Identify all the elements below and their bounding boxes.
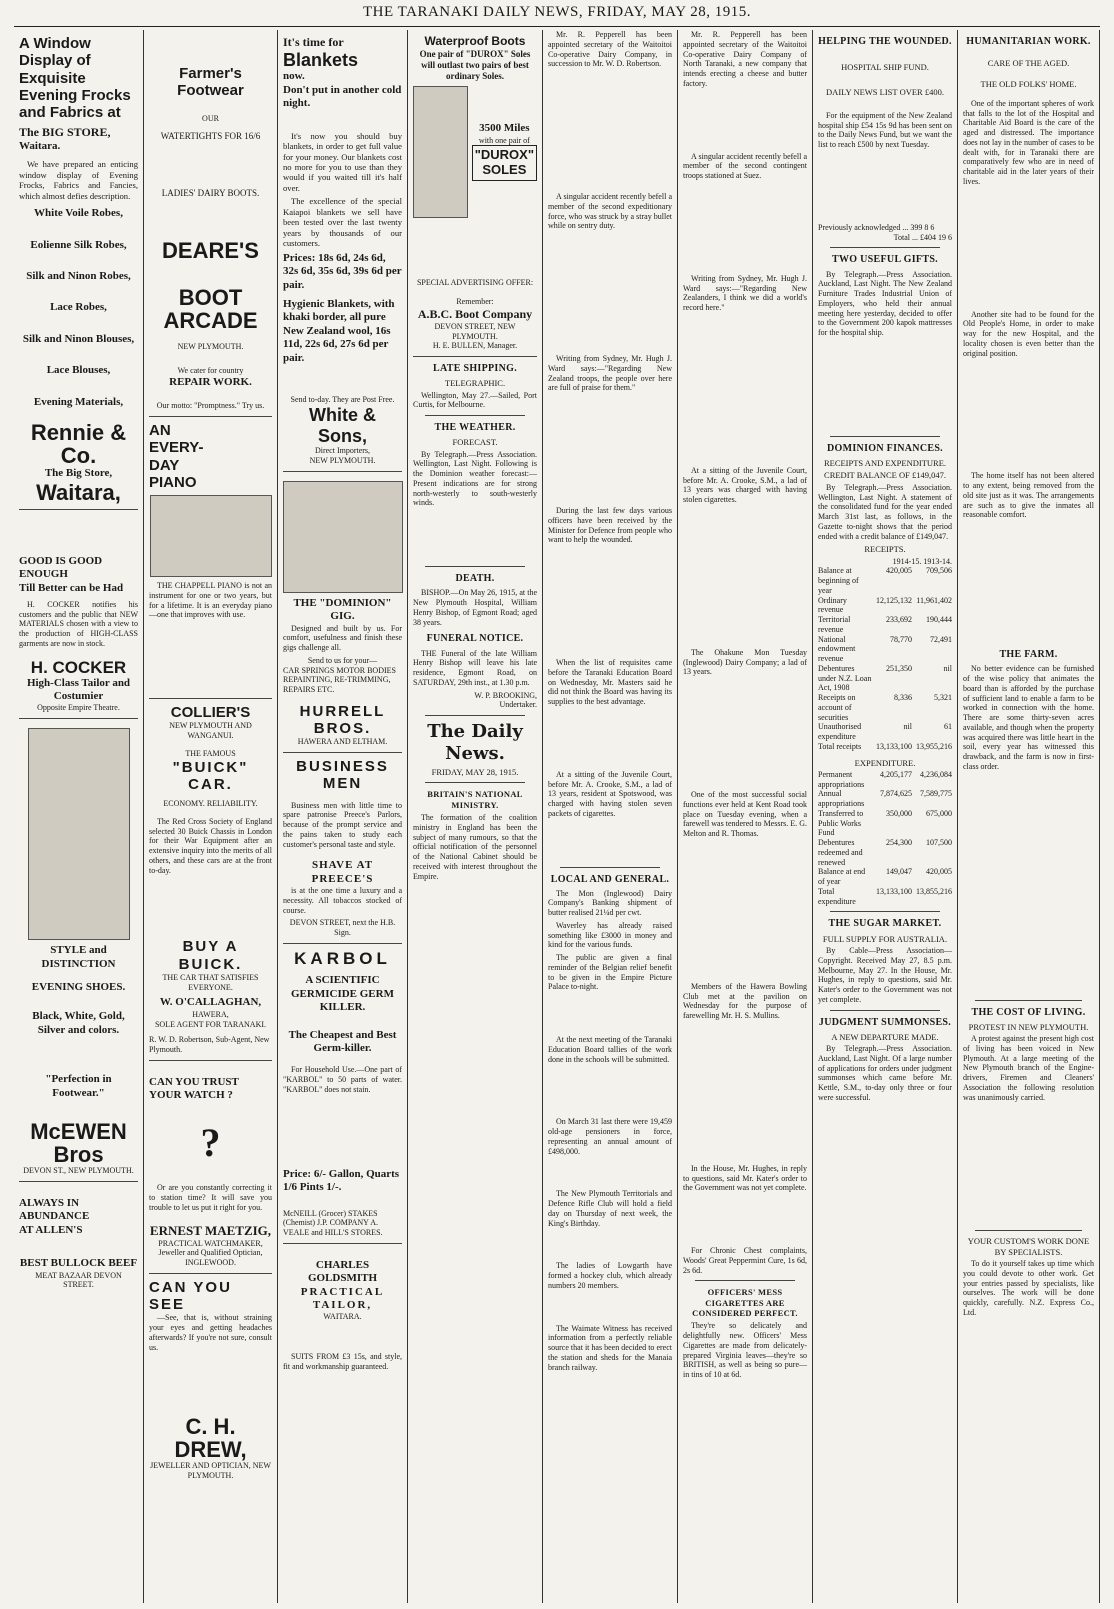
finances-body: By Telegraph.—Press Association. Wellington, Last Night. A statement of the consolidated fund for the year ended March 31st last, as follows, in the Gazette to-night shows that the period ended with a credit balance of £149,047. [818,482,952,541]
rennie-sub: The Big Store, [44,467,113,480]
receipts-row [818,615,952,635]
local-1: The Mon (Inglewood) Dairy Company's Banking shipment of butter realised 21¼d per cwt. [548,888,672,918]
item-3: Lace Robes, [50,301,107,314]
time-for: It's time for [283,35,344,49]
masthead: THE TARANAKI DAILY NEWS, FRIDAY, MAY 28, 1915. [14,4,1100,27]
farm-body: No better evidence can be furnished of the wise policy that animates the board than is afforded by the purchase of sufficient land to enable a farm to be worked in connection with the home. There are some thirty-seven acres available, and though when the property was acquired there was little heart in the soil, every year has witnessed this drawback, and the farm is now in first-class order. [963,664,1094,771]
row-label: Unauthorised expenditure [818,722,862,742]
telegraphic: TELEGRAPHIC. [444,378,506,389]
deare-cater: We cater for country [177,366,244,376]
row-value-2: 420,005 [926,867,952,877]
watchmakers: PRACTICAL WATCHMAKER, Jeweller and Qualified Optician, [158,1238,263,1258]
row-label: Balance at beginning of year [818,566,859,595]
watch-body: Or are you constantly correcting it to station time? It will save you trouble to let us put it right for you. [149,1183,272,1212]
column-4 [408,30,543,1603]
local-general-heading: LOCAL AND GENERAL. [550,873,670,885]
hurrell-bros: HURRELL BROS. [299,702,386,738]
cocker-name: H. COCKER [30,657,127,677]
receipts-heading: RECEIPTS AND EXPENDITURE. [823,458,947,469]
post-free: Send to-day. They are Post Free. [290,395,395,405]
item-0-desc [19,221,138,239]
dont-put: Don't put in another cold night. [283,83,402,110]
item-3-desc [19,315,138,333]
direct-importers: Direct Importers, [314,446,371,456]
row-value-2: 190,444 [926,615,952,625]
row-label: Transferred to Public Works Fund [818,808,864,838]
divider [830,436,940,437]
gig-ad [283,472,402,753]
hawera: HAWERA, [192,1009,229,1019]
mcewen-ad [19,719,138,1182]
shoes-colors: Black, White, Gold, Silver and colors. [32,1010,125,1036]
abc-mgr: H. E. BULLEN, Manager. [432,341,518,351]
row-value-1: 420,005 [886,566,912,576]
late-shipping-heading: LATE SHIPPING. [432,363,518,375]
hum-body-1: One of the important spheres of work that falls to the lot of the Hospital and Charitable Aid Board is the care of the aged and distressed. The importance does not lay in the number of cases to be dealt with, for in Taranaki there are comparatively few who are in need of charitable aid in the later years of their lives. [963,98,1094,186]
shave-preece: SHAVE AT PREECE'S [311,859,374,885]
karbol-agents: McNEILL (Grocer) STAKES (Chemist) J.P. COMPANY A. VEALE and HILL'S STORES. [283,1208,383,1237]
durox-logo: "DUROX" SOLES [472,145,537,181]
cost-body: A protest against the present high cost of living has been voiced in New Plymouth. At a large meeting of the New Plymouth branch of the Engine-drivers, Firemen and Cleaners' Association the following resolution was unanimously carried. [963,1034,1094,1102]
item-2: Silk and Ninon Robes, [26,270,131,283]
divider [830,911,940,912]
customs-body: To do it yourself takes up time which you could devote to other work. Get your entries passed by specialists, like ourselves. The work will be done quickly, carefully. N.Z. Express Co., Ltd. [963,1259,1094,1317]
deare-motto: Our motto: "Promptness." Try us. [156,401,265,411]
mcewen-addr: DEVON ST., NEW PLYMOUTH. [23,1166,134,1176]
c6-body-2: A singular accident recently befell a member of the second contingent troops stationed at Suez. [683,151,807,180]
gig-body: Designed and built by us. For comfort, usefulness and finish these gigs challenge all. [283,623,402,653]
drew-sub: JEWELLER AND OPTICIAN, NEW PLYMOUTH. [150,1461,271,1481]
white-sons: White & Sons, [309,404,376,446]
item-4: Silk and Ninon Blouses, [22,332,135,345]
famous-label: THE FAMOUS [185,748,236,758]
send-for: Send to us for your— [307,655,378,665]
c6-body-9: For Chronic Chest complaints, Woods' Great Peppermint Cure, 1s 6d, 2s 6d. [683,1246,807,1275]
sugar-heading: THE SUGAR MARKET. [828,918,942,930]
customs-heading: YOUR CUSTOM'S WORK DONE BY SPECIALISTS. [967,1236,1090,1257]
officers-body: They're so delicately and delightfully new. Officers' Mess Cigarettes are made from delicately-prepared Virginia leaves—they're so BRITISH, as well as being so pure—in tins of 10 at 6d. [683,1321,807,1380]
watch-ad [149,1061,272,1274]
piano-illustration [150,495,272,577]
receipts-row [818,742,952,752]
ladies-boots: LADIES' DAIRY BOOTS. [161,188,260,199]
blankets-body: It's now you should buy blankets, in order to get full value for your money. Our blankets cost no more for you to use than they would if you waited till it's half over. [283,130,402,193]
big-store-body: We have prepared an enticing window display of Evening Frocks, Fabrics and Fancies, which almost defies description. [19,159,138,201]
piano-body: THE CHAPPELL PIANO is not an instrument for one or two years, but for a lifetime. It is an everyday piano—one that improves with use. [149,581,272,620]
colliers-name: COLLIER'S [170,704,251,722]
old-folks: THE OLD FOLKS' HOME. [980,78,1077,89]
divider [830,247,940,248]
divider [560,867,660,868]
inglewood: INGLEWOOD. [185,1258,236,1267]
row-label: Total receipts [818,741,862,751]
goldsmith-waitara: WAITARA. [323,1312,362,1322]
row-value-1: 254,300 [886,838,912,848]
row-value-2: 4,236,084 [920,769,952,779]
allens-text: ALWAYS IN ABUNDANCE AT ALLEN'S [19,1196,90,1236]
goldsmith-ad [283,1244,402,1380]
body-2: A singular accident recently befell a member of the second expeditionary force, who was struck by a stray bullet while on sentry duty. [548,192,672,231]
karbol-ad [283,944,402,1244]
row-value-2: 107,500 [926,838,952,848]
ministry-body: The formation of the coalition ministry in England has been the subject of many rumours, so that the official notification of the personnel of the National Cabinet should be received with interest throughout the Empire. [413,813,537,881]
big-store-title: A Window Display of Exquisite Evening Frocks and Fabrics at [19,35,131,121]
row-value-1: 8,336 [894,693,912,703]
divider [975,1230,1082,1231]
miles: 3500 Miles [479,122,530,135]
style-heading: STYLE and DISTINCTION [41,944,116,970]
now-label: now. [283,70,305,83]
cocker-ad [19,510,138,719]
karbol-title: KARBOL [294,948,391,968]
gig-illustration [283,481,403,593]
row-value-2: 5,321 [934,693,952,703]
durox-body: One pair of "DUROX" Soles will outlast two pairs of best ordinary Soles. [419,48,531,81]
column-8 [958,30,1100,1603]
big-store-ad [19,30,138,510]
c6-body-1: Mr. R. Pepperell has been appointed secretary of the Waitoitoi Co-operative Dairy Company of North Taranaki, a new company that intends erecting a cheese and butter factory. [683,30,807,88]
blankets-ad [283,30,402,472]
weather-body: By Telegraph.—Press Association. Wellington, Last Night. Following is the Dominion weather forecast:— Present indications are for strong north-westerly to south-westerly winds. [413,449,537,508]
hospital-ship: HOSPITAL SHIP FUND. [841,62,929,73]
suits-body: SUITS FROM £3 15s, and style, fit and workmanship guaranteed. [283,1352,402,1371]
column-2 [144,30,278,1603]
previously: Previously acknowledged ... 399 8 6 [818,222,935,232]
boot-arcade: BOOT ARCADE [163,285,258,334]
waterproof-title: Waterproof Boots [424,34,526,48]
daily-news-list: DAILY NEWS LIST OVER £400. [826,86,944,97]
perfection: "Perfection in Footwear." [45,1073,112,1099]
column-3 [278,30,408,1603]
item-4-desc [19,346,138,364]
abc-name: A.B.C. Boot Company [417,307,533,322]
item-0: White Voile Robes, [34,207,123,220]
local-3: The public are given a final reminder of the Belgian relief benefit to be given in the Empire Picture Palace to-night. [548,953,672,992]
body-5: When the list of requisites came before the Taranaki Education Board on Wednesday, Mr. Masters said he did not think the Board was having its supplies to the best advantage. [548,658,672,706]
karbol-body: For Household Use.—One part of "KARBOL" to 50 parts of water. "KARBOL" does not stain. [283,1065,402,1094]
deare-name: DEARE'S [162,238,259,264]
good-is-good: GOOD IS GOOD ENOUGH [19,554,103,581]
cocker-body: H. COCKER notifies his customers and the public that NEW MATERIALS chosen with a view to the production of HIGH-CLASS garments are now in stock. [19,599,138,648]
body-4: During the last few days various officers have been received by the Minister for Defence from people who want to help the wounded. [548,506,672,545]
sugar-sub: FULL SUPPLY FOR AUSTRALIA. [822,933,948,944]
ministry-heading: BRITAIN'S NATIONAL MINISTRY. [427,789,523,810]
years-header: 1914-15. 1913-14. [892,556,952,566]
miles-sub: with one pair of [478,135,530,145]
hum-body-3: The home itself has not been altered to any extent, being removed from the old site just as it was. The arrangements are such as to give the inmates all reasonable comfort. [963,471,1094,520]
protest: PROTEST IN NEW PLYMOUTH. [968,1021,1089,1032]
divider [695,1280,795,1281]
cocker-addr: Opposite Empire Theatre. [37,703,120,713]
man-illustration [413,86,468,218]
preece-ad [283,753,402,944]
local-2: Waverley has already raised something like £3000 in money and kind for the various funds. [548,920,672,950]
item-1: Eolienne Silk Robes, [30,238,127,251]
allens-ad [19,1182,138,1295]
receipts-row [818,722,952,742]
couple-illustration [28,728,130,940]
row-value-1: 149,047 [886,867,912,877]
shave-body: is at the one time a luxury and a necessity. All tobaccos stocked of course. [283,886,402,915]
satisfies: THE CAR THAT SATISFIES EVERYONE. [162,972,259,992]
row-value-2: 675,000 [926,808,952,818]
row-value-1: 4,205,177 [880,769,912,779]
row-label: Permanent appropriations [818,769,865,789]
expenditure-row [818,789,952,809]
expenditure-row [818,770,952,790]
sole-agent: SOLE AGENT FOR TARANAKI. [154,1019,267,1029]
car-springs: CAR SPRINGS MOTOR BODIES REPAINTING, RE-TRIMMING, REPAIRS ETC. [283,665,396,695]
c6-body-6: One of the most successful social functions ever held at Kent Road took place on Tuesday evening, when a farewell was tendered to Messrs. E. G. Melton and R. Thomas. [683,790,807,838]
expenditure-row [818,867,952,887]
expenditure-table [818,770,952,907]
see-body: —See, that is, without straining your eyes and getting headaches afterwards? If you're not sure, consult us. [149,1313,272,1352]
hurrell-sub: HAWERA AND ELTHAM. [297,737,388,747]
credit-balance: CREDIT BALANCE OF £149,047. [824,470,946,481]
receipts-row [818,596,952,616]
germicide: A SCIENTIFIC GERMICIDE GERM KILLER. [291,974,394,1014]
divider [425,782,525,783]
wounded-heading: HELPING THE WOUNDED. [818,36,952,47]
hum-body-2: Another site had to be found for the Old People's Home, in order to make way for the new Hospital, and the locality chosen is even better than the original position. [963,309,1094,358]
expenditure-row [818,887,952,907]
can-you-see: CAN YOU SEE [149,1278,232,1313]
c6-body-3: Writing from Sydney, Mr. Hugh J. Ward says:—"Regarding New Zealanders, I think we did a world's record here." [683,273,807,312]
divider [830,1010,940,1011]
row-value-1: 251,350 [886,663,912,673]
divider [425,415,525,416]
buick-ad [149,699,272,1061]
item-5-desc [19,378,138,396]
remember: Remember: [456,297,494,307]
business-body: Business men with little time to spare patronise Preece's Parlors, because of the prompt service and the pains taken to study each customer's personal taste and style. [283,800,402,849]
deare-repair: REPAIR WORK. [169,375,252,388]
economy: ECONOMY. RELIABILITY. [163,799,258,809]
row-label: Territorial revenue [818,615,851,634]
row-value-1: 7,874,625 [880,789,912,799]
dominion-gig: THE "DOMINION" GIG. [293,596,392,623]
local-7: The ladies of Lowgarth have formed a hockey club, which already numbers 20 members. [548,1261,672,1290]
hygienic: Hygienic Blankets, with khaki border, all pure New Zealand wool, 16s 11d, 22s 6d, 27s 6d per pair. [283,298,395,364]
funeral-body: THE Funeral of the late William Henry Bishop will leave his late residence, Egmont Road, on SATURDAY, 29th inst., at 1.30 p.m. [413,648,537,687]
receipts-row [818,635,952,664]
deare-ad [149,30,272,417]
receipts-row [818,693,952,722]
undertaker: Undertaker. [499,700,537,710]
humanitarian-heading: HUMANITARIAN WORK. [966,36,1091,47]
trust-heading: CAN YOU TRUST YOUR WATCH ? [149,1075,239,1102]
row-value-1: 350,000 [886,808,912,818]
row-value-2: 61 [944,722,952,732]
blankets-title: Blankets [283,49,359,70]
question-mark: ? [200,1119,221,1165]
farm-heading: THE FARM. [999,649,1058,661]
divider [425,715,525,716]
big-store-town: Waitara. [19,139,61,152]
row-value-1: 78,770 [890,634,912,644]
drew-ad [149,1274,272,1486]
piano-ad [149,417,272,699]
evening-shoes: EVENING SHOES. [31,980,126,993]
row-value-2: 7,589,775 [920,789,952,799]
expenditure-label: EXPENDITURE. [854,757,916,768]
buick-car: "BUICK" CAR. [172,758,249,793]
row-label: Ordinary revenue [818,595,847,615]
expenditure-row [818,809,952,838]
local-6: The New Plymouth Territorials and Defence Rifle Club will hold a field day on Thursday of next week, the King's Birthday. [548,1189,672,1228]
big-store-name: The BIG STORE, [19,125,111,140]
receipts-row [818,664,952,693]
cost-living-heading: THE COST OF LIVING. [971,1006,1086,1018]
divider [975,1000,1082,1001]
sugar-body: By Cable—Press Association—Copyright. Received May 27, 8.5 p.m. Melbourne, May 27. In the House, Mr. Hughes, in reply to questions, said Mr. Kater's order to the Government was not yet complete. [818,946,952,1004]
brooking: W. P. BROOKING, [474,690,537,700]
watertights: WATERTIGHTS FOR 16/6 [160,131,261,142]
local-5: On March 31 last there were 19,459 old-age pensioners in force, representing an annual amount of £498,000. [548,1117,672,1156]
ocallaghan: W. O'CALLAGHAN, [159,996,262,1009]
row-value-2: 11,961,402 [916,595,952,605]
white-np: NEW PLYMOUTH. [309,455,376,465]
business-men: BUSINESS MEN [296,758,389,793]
piano-heading: AN EVERY-DAY PIANO [149,422,204,491]
local-8: The Waimate Witness has received information from a perfectly reliable source that it has been decided to erect the station and sheds for the Manaia branch railway. [548,1323,672,1372]
bullock-beef: BEST BULLOCK BEEF [19,1257,138,1270]
cheapest: The Cheapest and Best Germ-killer. [288,1028,397,1055]
column-7 [813,30,958,1603]
goldsmith-name: CHARLES GOLDSMITH [307,1258,378,1285]
kaiapoi-body: The excellence of the special Kaiapoi blankets we sell have been tested over the last twenty years by thousands of our customers. [283,196,402,249]
rennie-name: Rennie & Co. [30,420,127,469]
gifts-body: By Telegraph.—Press Association. Auckland, Last Night. The New Zealand Furniture Trades Industrial Union of Employers, who held their annual meeting here yesterday, decided to offer to the Government 200 kapok mattresses for the hospital ship. [818,269,952,338]
mcewen-name: McEWEN Bros [30,1118,127,1168]
receipts-table [818,566,952,751]
tailor-label: PRACTICAL TAILOR, [300,1285,385,1311]
subagent: R. W. D. Robertson, Sub-Agent, New Plymouth. [149,1035,270,1055]
item-1-desc [19,252,138,270]
till-better: Till Better can be Had [19,581,124,594]
devon-street: DEVON STREET, next the H.B. Sign. [289,918,396,938]
item-2-desc [19,283,138,301]
total: Total ... £404 19 6 [893,232,952,242]
weather-heading: THE WEATHER. [434,422,516,434]
local-4: At the next meeting of the Taranaki Education Board tallies of the work done in the schools will be submitted. [548,1035,672,1064]
maetzig: ERNEST MAETZIG, [149,1222,272,1238]
row-value-1: 13,133,100 [876,886,912,896]
c6-body-4: At a sitting of the Juvenile Court, before Mr. A. Crooke, S.M., a lad of 13 years was charged with having stolen cigarettes. [683,465,807,504]
divider [425,566,525,567]
funeral-heading: FUNERAL NOTICE. [426,633,524,645]
body-6: At a sitting of the Juvenile Court, before Mr. A. Crooke, S.M., a lad of 13 years, resident at Spotswood, was charged with having stolen seven packets of cigarettes. [548,769,672,818]
care-aged: CARE OF THE AGED. [987,58,1070,69]
durox-special: SPECIAL ADVERTISING OFFER: [416,277,534,287]
abc-addr: DEVON STREET, NEW PLYMOUTH. [434,321,516,341]
item-6: Evening Materials, [33,395,124,408]
our-label: OUR [202,113,219,123]
body-3: Writing from Sydney, Mr. Hugh J. Ward says:—"Regarding New Zealand troops, the people over here are full of praise for them." [548,354,672,393]
meat-bazaar: MEAT BAZAAR DEVON STREET. [35,1270,122,1290]
row-value-2: 13,955,216 [916,741,952,751]
buy-buick: BUY A BUICK. [178,938,243,973]
daily-news-nameplate: The Daily News. [427,721,523,764]
forecast: FORECAST. [452,437,498,448]
buick-body: The Red Cross Society of England selected 30 Buick Chassis in London for their War Equipment after an extensive inquiry into the merits of all others, and these cars are at the front to-day. [149,816,272,875]
row-value-1: nil [903,722,912,732]
item-5: Lace Blouses, [46,364,111,377]
row-label: Receipts on account of securities [818,693,856,722]
finances-heading: DOMINION FINANCES. [827,442,943,454]
row-value-2: 13,855,216 [916,886,952,896]
receipts-label: RECEIPTS. [864,544,906,555]
gifts-heading: TWO USEFUL GIFTS. [832,254,938,266]
row-label: National endowment revenue [818,634,856,664]
row-value-2: 709,506 [926,566,952,576]
rennie-town: Waitara, [36,479,121,505]
karbol-price: Price: 6/- Gallon, Quarts 1/6 Pints 1/-. [283,1167,400,1194]
body-1: Mr. R. Pepperell has been appointed secretary of the Waitoitoi Co-operative Dairy Company, in succession to Mr. W. D. Robertson. [548,30,672,69]
farmers-title: Farmer's Footwear [177,65,244,100]
judgment-body: By Telegraph.—Press Association. Auckland, Last Night. Of a large number of applications for orders under judgment summonses which came before Mr. Kettle, S.M., to-day only three or four were successful. [818,1044,952,1102]
row-label: Balance at end of year [818,867,866,887]
row-value-1: 12,125,132 [876,595,912,605]
expenditure-row [818,838,952,867]
row-label: Debentures redeemed and renewed [818,838,863,867]
column-6 [678,30,813,1603]
deare-np: NEW PLYMOUTH. [177,342,244,352]
row-label: Debentures under N.Z. Loan Act, 1908 [818,663,872,693]
dateline: FRIDAY, MAY 28, 1915. [431,766,519,777]
durox-ad [413,30,537,357]
c6-body-8: In the House, Mr. Hughes, in reply to questions, said Mr. Kater's order to the Government was not yet complete. [683,1163,807,1193]
judgment-heading: JUDGMENT SUMMONSES. [818,1016,952,1028]
row-label: Annual appropriations [818,789,865,809]
death-body: BISHOP.—On May 26, 1915, at the New Plymouth Hospital, William Henry Bishop, of Egmont Road; aged 38 years. [413,588,537,627]
c6-body-5: The Ohakune Mon Tuesday (Inglewood) Dairy Company; a lad of 13 years. [683,647,807,677]
officers-heading: OFFICERS' MESS CIGARETTES ARE CONSIDERED PERFECT. [692,1287,798,1318]
row-value-2: 72,491 [930,634,952,644]
column-5 [543,30,678,1603]
row-label: Total expenditure [818,886,856,906]
colliers-sub: NEW PLYMOUTH AND WANGANUI. [169,721,252,741]
row-value-1: 233,692 [886,615,912,625]
row-value-1: 13,133,100 [876,741,912,751]
cocker-sub: High-Class Tailor and Costumier [26,676,131,702]
death-heading: DEATH. [455,573,495,585]
shipping-body: Wellington, May 27.—Sailed, Port Curtis, for Melbourne. [413,390,537,410]
wounded-body: For the equipment of the New Zealand hospital ship £54 15s 9d has been sent on to the Daily News Fund, but we want the list to reach £500 by next Tuesday. [818,110,952,150]
receipts-row [818,566,952,595]
c6-body-7: Members of the Hawera Bowling Club met at the pavilion on Wednesday for the purpose of farewelling Mr. H. S. Mullins. [683,981,807,1020]
column-1 [14,30,144,1603]
prices: Prices: 18s 6d, 24s 6d, 32s 6d, 35s 6d, 39s 6d per pair. [283,251,402,291]
departure: A NEW DEPARTURE MADE. [831,1031,939,1042]
row-value-2: nil [943,663,952,673]
drew-name: C. H. DREW, [174,1414,247,1463]
